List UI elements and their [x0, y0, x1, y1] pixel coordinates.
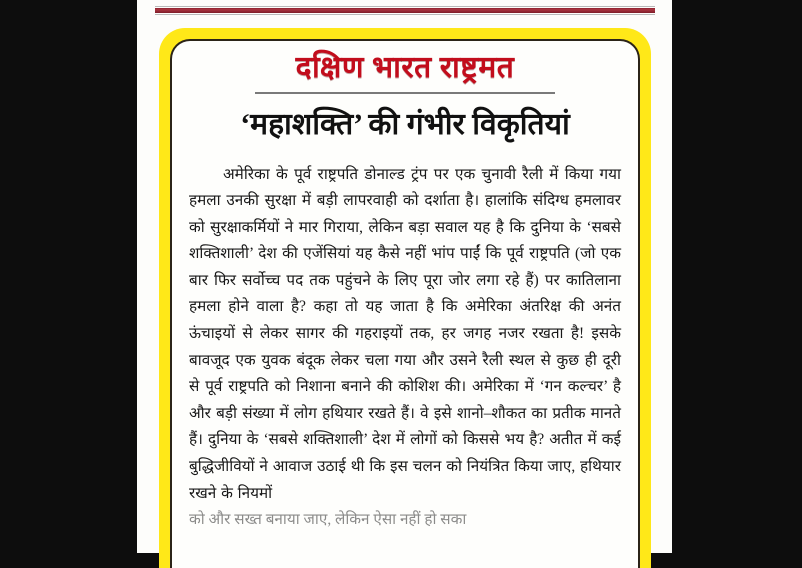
top-rule-hairline-upper: [155, 6, 655, 7]
newspaper-masthead: दक्षिण भारत राष्ट्रमत: [295, 51, 515, 84]
letterbox-bar-left: [0, 0, 137, 553]
top-rule-hairline-lower: [155, 14, 655, 15]
article-card: [170, 39, 640, 568]
masthead-divider: [255, 92, 555, 94]
article-paragraph: अमेरिका के पूर्व राष्ट्रपति डोनाल्ड ट्रंप पर एक चुनावी रैली में किया गया हमला उनकी सुरक्षा में बड़ी लापरवाही को दर्शाता है। हालांकि संदिग्ध हमलावर को सुरक्षाकर्मियों ने मार गिराया, लेकिन बड़ा सवाल यह है कि दुनिया के ‘सबसे शक्तिशाली’ देश की एजेंसियां यह कैसे नहीं भांप पाईं कि पूर्व राष्ट्रपति (जो एक बार फिर सर्वोच्च पद तक पहुंचने के लिए पूरा जोर लगा रहे हैं) पर कातिलाना हमला होने वाला है? कहा तो यह जाता है कि अमेरिका अंतरिक्ष की अनंत ऊंचाइयों से लेकर सागर की गहराइयों तक, हर जगह नजर रखता है! इसके बावजूद एक युवक बंदूक लेकर चला गया और उसने रैली स्थल से कुछ ही दूरी से पूर्व राष्ट्रपति को निशाना बनाने की कोशिश की। अमेरिका में ‘गन कल्चर’ है और बड़ी संख्या में लोग हथियार रखते हैं। वे इसे शानो–शौकत का प्रतीक मानते हैं। दुनिया के ‘सबसे शक्तिशाली’ देश में लोगों को किससे भय है? अतीत में कई बुद्धिजीवियों ने आवाज उठाई थी कि इस चलन को नियंत्रित किया जाए, हथियार रखने के नियमों: [189, 165, 621, 502]
top-rule-decoration: [155, 6, 655, 15]
top-rule-thick-band: [155, 8, 655, 13]
newspaper-page: [137, 0, 672, 553]
letterbox-bar-right: [672, 0, 802, 553]
article-headline: ‘महाशक्ति’ की गंभीर विकृतियां: [240, 107, 570, 141]
yellow-article-frame: [159, 28, 651, 568]
article-body: [189, 162, 621, 508]
article-cutoff-line: को और सख्त बनाया जाए, लेकिन ऐसा नहीं हो सका: [189, 511, 467, 529]
